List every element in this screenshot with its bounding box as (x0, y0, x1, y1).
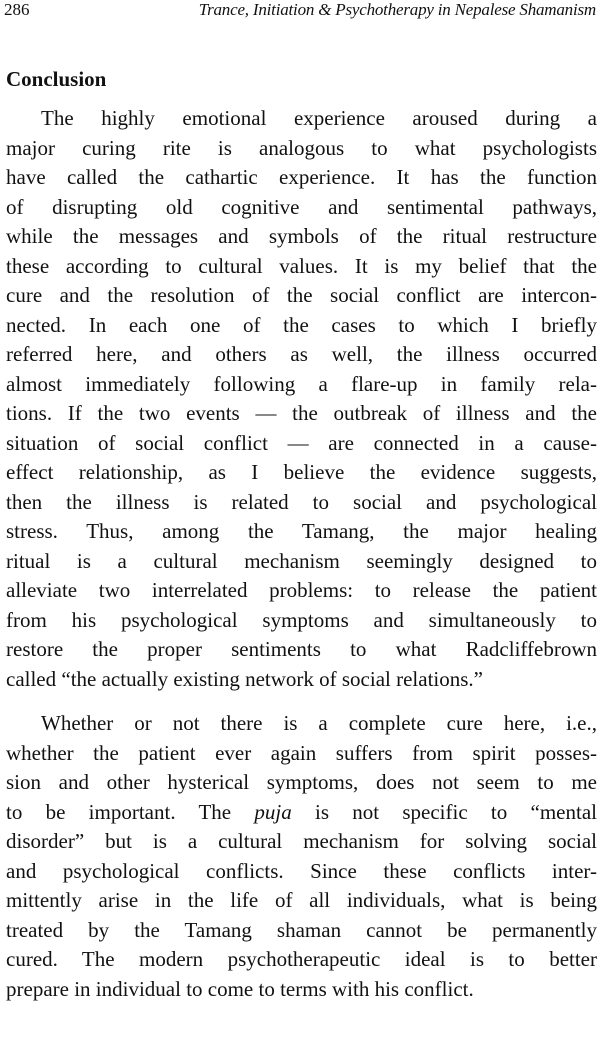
text-line: alleviate two interrelated problems: to release the patient (6, 578, 597, 602)
text-line: from his psychological symptoms and simultaneously to (6, 607, 597, 632)
text-line (6, 798, 597, 828)
text-line: situation of social conflict — are connected in a cause- (6, 430, 597, 455)
text-line: almost immediately following a flare-up in family rela- (6, 371, 597, 396)
text-line: sion and other hysterical symptoms, does not seem to me (6, 770, 597, 794)
text-line: major curing rite is analogous to what psychologists (6, 135, 597, 160)
text-run: to be important. The (6, 799, 255, 824)
text-line: effect relationship, as I believe the evidence suggests, (6, 460, 597, 484)
text-line: referred here, and others as well, the illness occurred (6, 342, 597, 366)
text-line: restore the proper sentiments to what Radcliffebrown (6, 637, 597, 661)
emphasized-term: puja (254, 799, 292, 824)
text-line: ritual is a cultural mechanism seemingly designed to (6, 548, 597, 573)
text-line: of disrupting old cognitive and sentimental pathways, (6, 194, 597, 219)
text-line: cure and the resolution of the social conflict are intercon- (6, 283, 597, 307)
text-line: called “the actually existing network of social relations.” (6, 666, 483, 691)
running-header (4, 0, 596, 24)
text-line: have called the cathartic experience. It has the function (6, 165, 597, 189)
text-line: stress. Thus, among the Tamang, the major healing (6, 519, 597, 543)
page-number: 286 (4, 0, 30, 19)
text-line: Whether or not there is a complete cure here, i.e., (41, 711, 597, 735)
text-run: is not specific to “mental (291, 799, 597, 824)
text-line: disorder” but is a cultural mechanism for solving social (6, 829, 597, 853)
body-text (6, 104, 597, 1004)
text-line: cured. The modern psychotherapeutic ideal is to better (6, 947, 597, 971)
section-heading: Conclusion (6, 67, 107, 91)
text-line: The highly emotional experience aroused during a (41, 106, 597, 130)
text-line: and psychological conflicts. Since these conflicts inter- (6, 858, 597, 883)
text-line: nected. In each one of the cases to which I briefly (6, 312, 597, 337)
text-line: prepare in individual to come to terms with his conflict. (6, 976, 474, 1001)
text-line: while the messages and symbols of the ritual restructure (6, 224, 597, 248)
running-title: Trance, Initiation & Psychotherapy in Nepalese Shamanism (198, 0, 596, 19)
text-line: these according to cultural values. It is my belief that the (6, 253, 597, 278)
text-line: then the illness is related to social and psychological (6, 489, 597, 514)
text-line: whether the patient ever again suffers from spirit posses- (6, 740, 597, 765)
text-line: mittently arise in the life of all individuals, what is being (6, 888, 597, 912)
text-line: treated by the Tamang shaman cannot be permanently (6, 917, 597, 942)
text-line: tions. If the two events — the outbreak of illness and the (6, 401, 597, 425)
